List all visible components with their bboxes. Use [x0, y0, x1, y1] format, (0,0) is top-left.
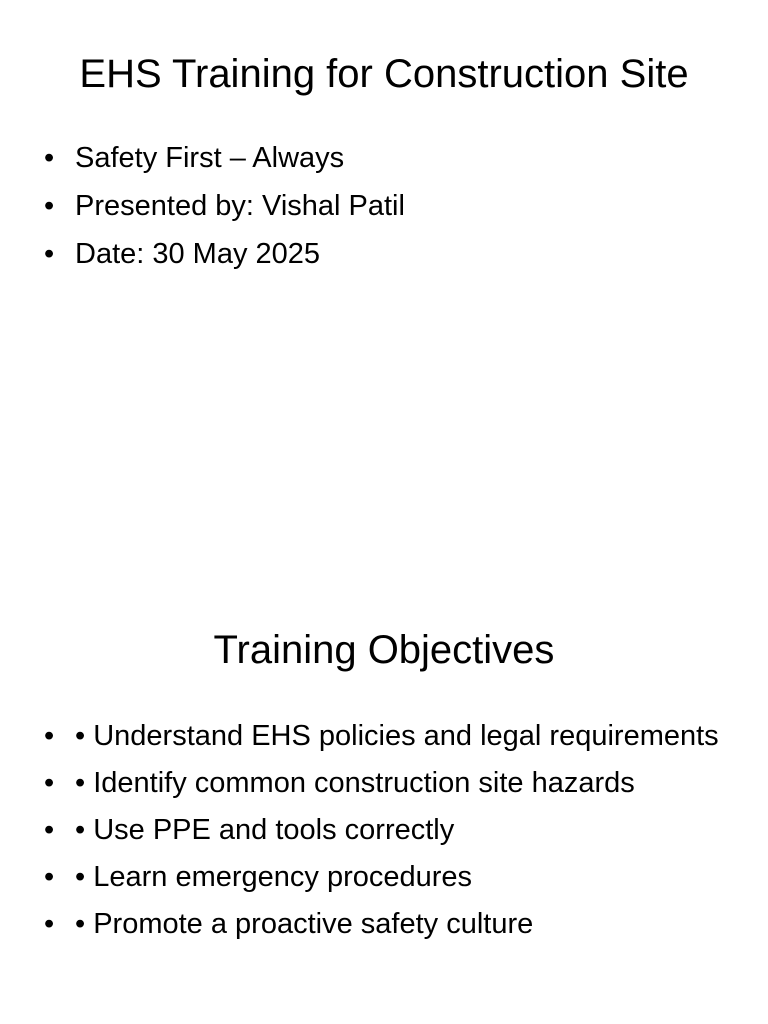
list-item [44, 186, 724, 226]
bullet-text: Safety First – Always [75, 142, 345, 174]
list-item [44, 763, 724, 803]
list-item [44, 138, 724, 178]
slide-title: Training Objectives [213, 628, 555, 672]
bullet-text: • Promote a proactive safety culture [75, 908, 534, 940]
bullet-icon: • [44, 720, 55, 752]
bullet-list [44, 138, 724, 282]
list-item [44, 810, 724, 850]
list-item [44, 904, 724, 944]
bullet-icon: • [44, 190, 55, 222]
list-item [44, 234, 724, 274]
bullet-list [44, 716, 724, 951]
bullet-text: • Understand EHS policies and legal requirements [75, 720, 719, 752]
list-item [44, 716, 724, 756]
bullet-icon: • [44, 142, 55, 174]
bullet-text: • Identify common construction site hazards [75, 767, 635, 799]
slide-objectives [0, 576, 768, 1024]
list-item [44, 857, 724, 897]
bullet-text: • Learn emergency procedures [75, 861, 473, 893]
slide-title: EHS Training for Construction Site [79, 52, 689, 96]
bullet-icon: • [44, 908, 55, 940]
bullet-icon: • [44, 814, 55, 846]
bullet-icon: • [44, 861, 55, 893]
bullet-icon: • [44, 767, 55, 799]
bullet-text: Presented by: Vishal Patil [75, 190, 405, 222]
bullet-text: Date: 30 May 2025 [75, 238, 321, 270]
bullet-icon: • [44, 238, 55, 270]
bullet-text: • Use PPE and tools correctly [75, 814, 455, 846]
